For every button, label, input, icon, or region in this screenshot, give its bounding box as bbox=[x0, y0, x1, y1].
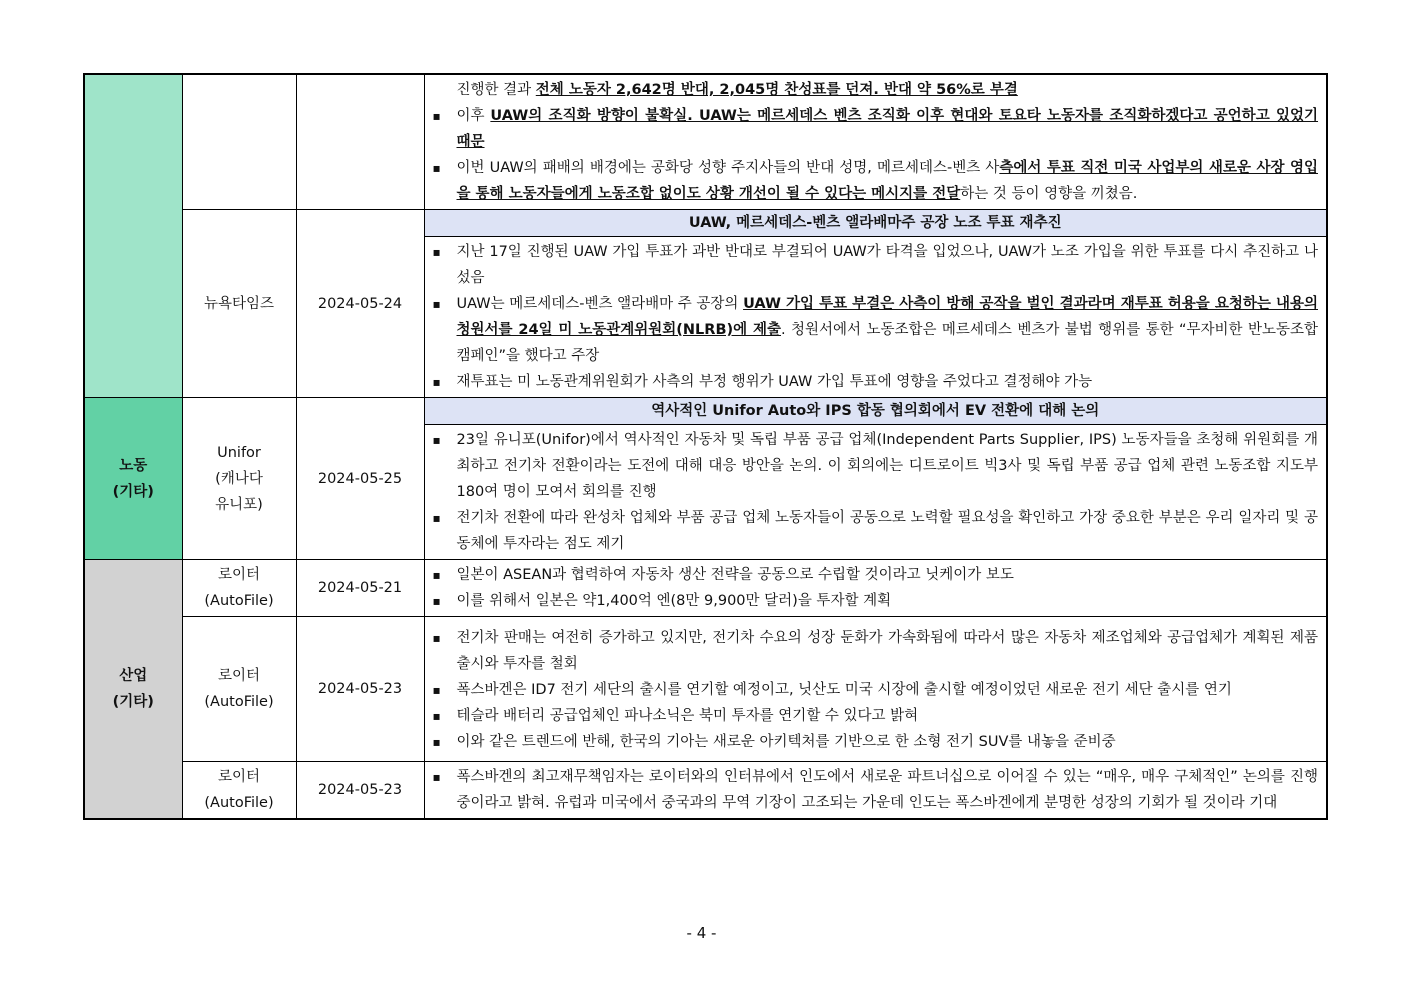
table-row bbox=[84, 398, 1327, 560]
date-cell: 2024-05-24 bbox=[296, 210, 424, 398]
news-table bbox=[83, 73, 1328, 820]
list-item: ▪ 폭스바겐의 최고재무책임자는 로이터와의 인터뷰에서 인도에서 새로운 파트너십으로 이어질 수 있는 “매우, 매우 구체적인” 논의를 진행중이라고 밝혀. 유럽과 미국에서 중국과의 무역 기장이 고조되는 가운데 인도는 폭스바겐에게 분명한 성장의 기회가 될 것이라 기대 bbox=[433, 764, 1319, 816]
category-label: 노동 bbox=[119, 457, 148, 474]
list-item: ▪ 이번 UAW의 패배의 배경에는 공화당 성향 주지사들의 반대 성명, 메르세데스-벤츠 사측에서 투표 직전 미국 사업부의 새로운 사장 영입을 통해 노동자들에게 노동조합 없이도 상황 개선이 될 수 있다는 메시지를 전달하는 것 등이 영향을 끼쳤음. bbox=[433, 155, 1319, 207]
category-label: 산업 bbox=[119, 668, 148, 684]
date-cell-empty bbox=[296, 74, 424, 210]
source-cell bbox=[182, 560, 296, 617]
source-cell bbox=[182, 398, 296, 560]
list-item: 진행한 결과 전체 노동자 2,642명 반대, 2,045명 찬성표를 던져. 반대 약 56%로 부결 bbox=[456, 82, 1018, 98]
category-cell-empty bbox=[84, 74, 182, 398]
list-item: ▪ 재투표는 미 노동관계위원회가 사측의 부정 행위가 UAW 가입 투표에 영향을 주었다고 결정해야 가능 bbox=[433, 369, 1319, 395]
source-detail: 유니포) bbox=[215, 496, 263, 513]
source-name: 로이터 bbox=[217, 769, 261, 785]
source-name: Unifor bbox=[217, 444, 261, 461]
list-item: ▪ 테슬라 배터리 공급업체인 파나소닉은 북미 투자를 연기할 수 있다고 밝혀 bbox=[433, 703, 1319, 729]
category-sublabel: (기타) bbox=[112, 694, 154, 710]
list-item: ▪ 이와 같은 트렌드에 반해, 한국의 기아는 새로운 아키텍처를 기반으로 한 소형 전기 SUV를 내놓을 준비중 bbox=[433, 729, 1319, 755]
list-item: ▪ UAW는 메르세데스-벤츠 앨라배마 주 공장의 UAW 가입 투표 부결은 사측이 방해 공작을 벌인 결과라며 재투표 허용을 요청하는 내용의 청원서를 24일 미 노동관계위원회(NLRB)에 제출. 청원서에서 노동조합은 메르세데스 벤츠가 불법 행위를 통한 “무자비한 반노동조합 캠페인”을 했다고 주장 bbox=[433, 291, 1319, 369]
list-item: ▪ 이를 위해서 일본은 약1,400억 엔(8만 9,900만 달러)을 투자할 계획 bbox=[433, 588, 1319, 614]
list-item: ▪ 23일 유니포(Unifor)에서 역사적인 자동차 및 독립 부품 공급 업체(Independent Parts Supplier, IPS) 노동자들을 초청해 위원회를 개최하고 전기차 전환이라는 도전에 대해 대응 방안을 논의. 이 회의에는 디트로이트 빅3사 및 독립 부품 공급 업체 관련 노동조합 지도부 180여 명이 모여서 회의를 진행 bbox=[433, 427, 1319, 505]
content-cell bbox=[424, 398, 1327, 560]
content-cell bbox=[424, 762, 1327, 820]
source-detail: (AutoFile) bbox=[204, 694, 274, 710]
list-item: ▪ 폭스바겐은 ID7 전기 세단의 출시를 연기할 예정이고, 닛산도 미국 시장에 출시할 예정이었던 새로운 전기 세단 출시를 연기 bbox=[433, 677, 1319, 703]
source-name: 로이터 bbox=[217, 567, 261, 583]
date-cell: 2024-05-23 bbox=[296, 617, 424, 762]
table-row bbox=[84, 74, 1327, 210]
list-item: ▪ 이후 UAW의 조직화 방향이 불확실. UAW는 메르세데스 벤츠 조직화 이후 현대와 토요타 노동자를 조직화하겠다고 공언하고 있었기 때문 bbox=[433, 103, 1319, 155]
table-row bbox=[84, 560, 1327, 617]
source-cell: 뉴욕타임즈 bbox=[182, 210, 296, 398]
date-cell: 2024-05-21 bbox=[296, 560, 424, 617]
list-item: ▪ 전기차 전환에 따라 완성차 업체와 부품 공급 업체 노동자들이 공동으로 노력할 필요성을 확인하고 가장 중요한 부분은 우리 일자리 및 공동체에 투자라는 점도 제기 bbox=[433, 505, 1319, 557]
article-headline: 역사적인 Unifor Auto와 IPS 합동 협의회에서 EV 전환에 대해 논의 bbox=[425, 398, 1327, 425]
source-cell bbox=[182, 762, 296, 820]
content-cell bbox=[424, 617, 1327, 762]
content-cell bbox=[424, 210, 1327, 398]
article-headline: UAW, 메르세데스-벤츠 앨라배마주 공장 노조 투표 재추진 bbox=[425, 210, 1327, 237]
table-row bbox=[84, 762, 1327, 820]
page-number: - 4 - bbox=[686, 924, 717, 942]
source-detail: (AutoFile) bbox=[204, 593, 274, 609]
content-cell bbox=[424, 560, 1327, 617]
source-detail: (캐나다 bbox=[215, 470, 263, 487]
date-cell: 2024-05-25 bbox=[296, 398, 424, 560]
list-item: ▪ 지난 17일 진행된 UAW 가입 투표가 과반 반대로 부결되어 UAW가 타격을 입었으나, UAW가 노조 가입을 위한 투표를 다시 추진하고 나섰음 bbox=[433, 239, 1319, 291]
list-item: ▪ 전기차 판매는 여전히 증가하고 있지만, 전기차 수요의 성장 둔화가 가속화됨에 따라서 많은 자동차 제조업체와 공급업체가 계획된 제품 출시와 투자를 철회 bbox=[433, 625, 1319, 677]
source-cell bbox=[182, 617, 296, 762]
category-sublabel: (기타) bbox=[112, 483, 154, 500]
category-cell-industry bbox=[84, 560, 182, 820]
content-cell bbox=[424, 74, 1327, 210]
date-cell: 2024-05-23 bbox=[296, 762, 424, 820]
table-row bbox=[84, 617, 1327, 762]
list-item: ▪ 일본이 ASEAN과 협력하여 자동차 생산 전략을 공동으로 수립할 것이라고 닛케이가 보도 bbox=[433, 562, 1319, 588]
source-name: 로이터 bbox=[217, 668, 261, 684]
source-detail: (AutoFile) bbox=[204, 795, 274, 811]
source-cell-empty bbox=[182, 74, 296, 210]
category-cell-labor bbox=[84, 398, 182, 560]
table-row bbox=[84, 210, 1327, 398]
